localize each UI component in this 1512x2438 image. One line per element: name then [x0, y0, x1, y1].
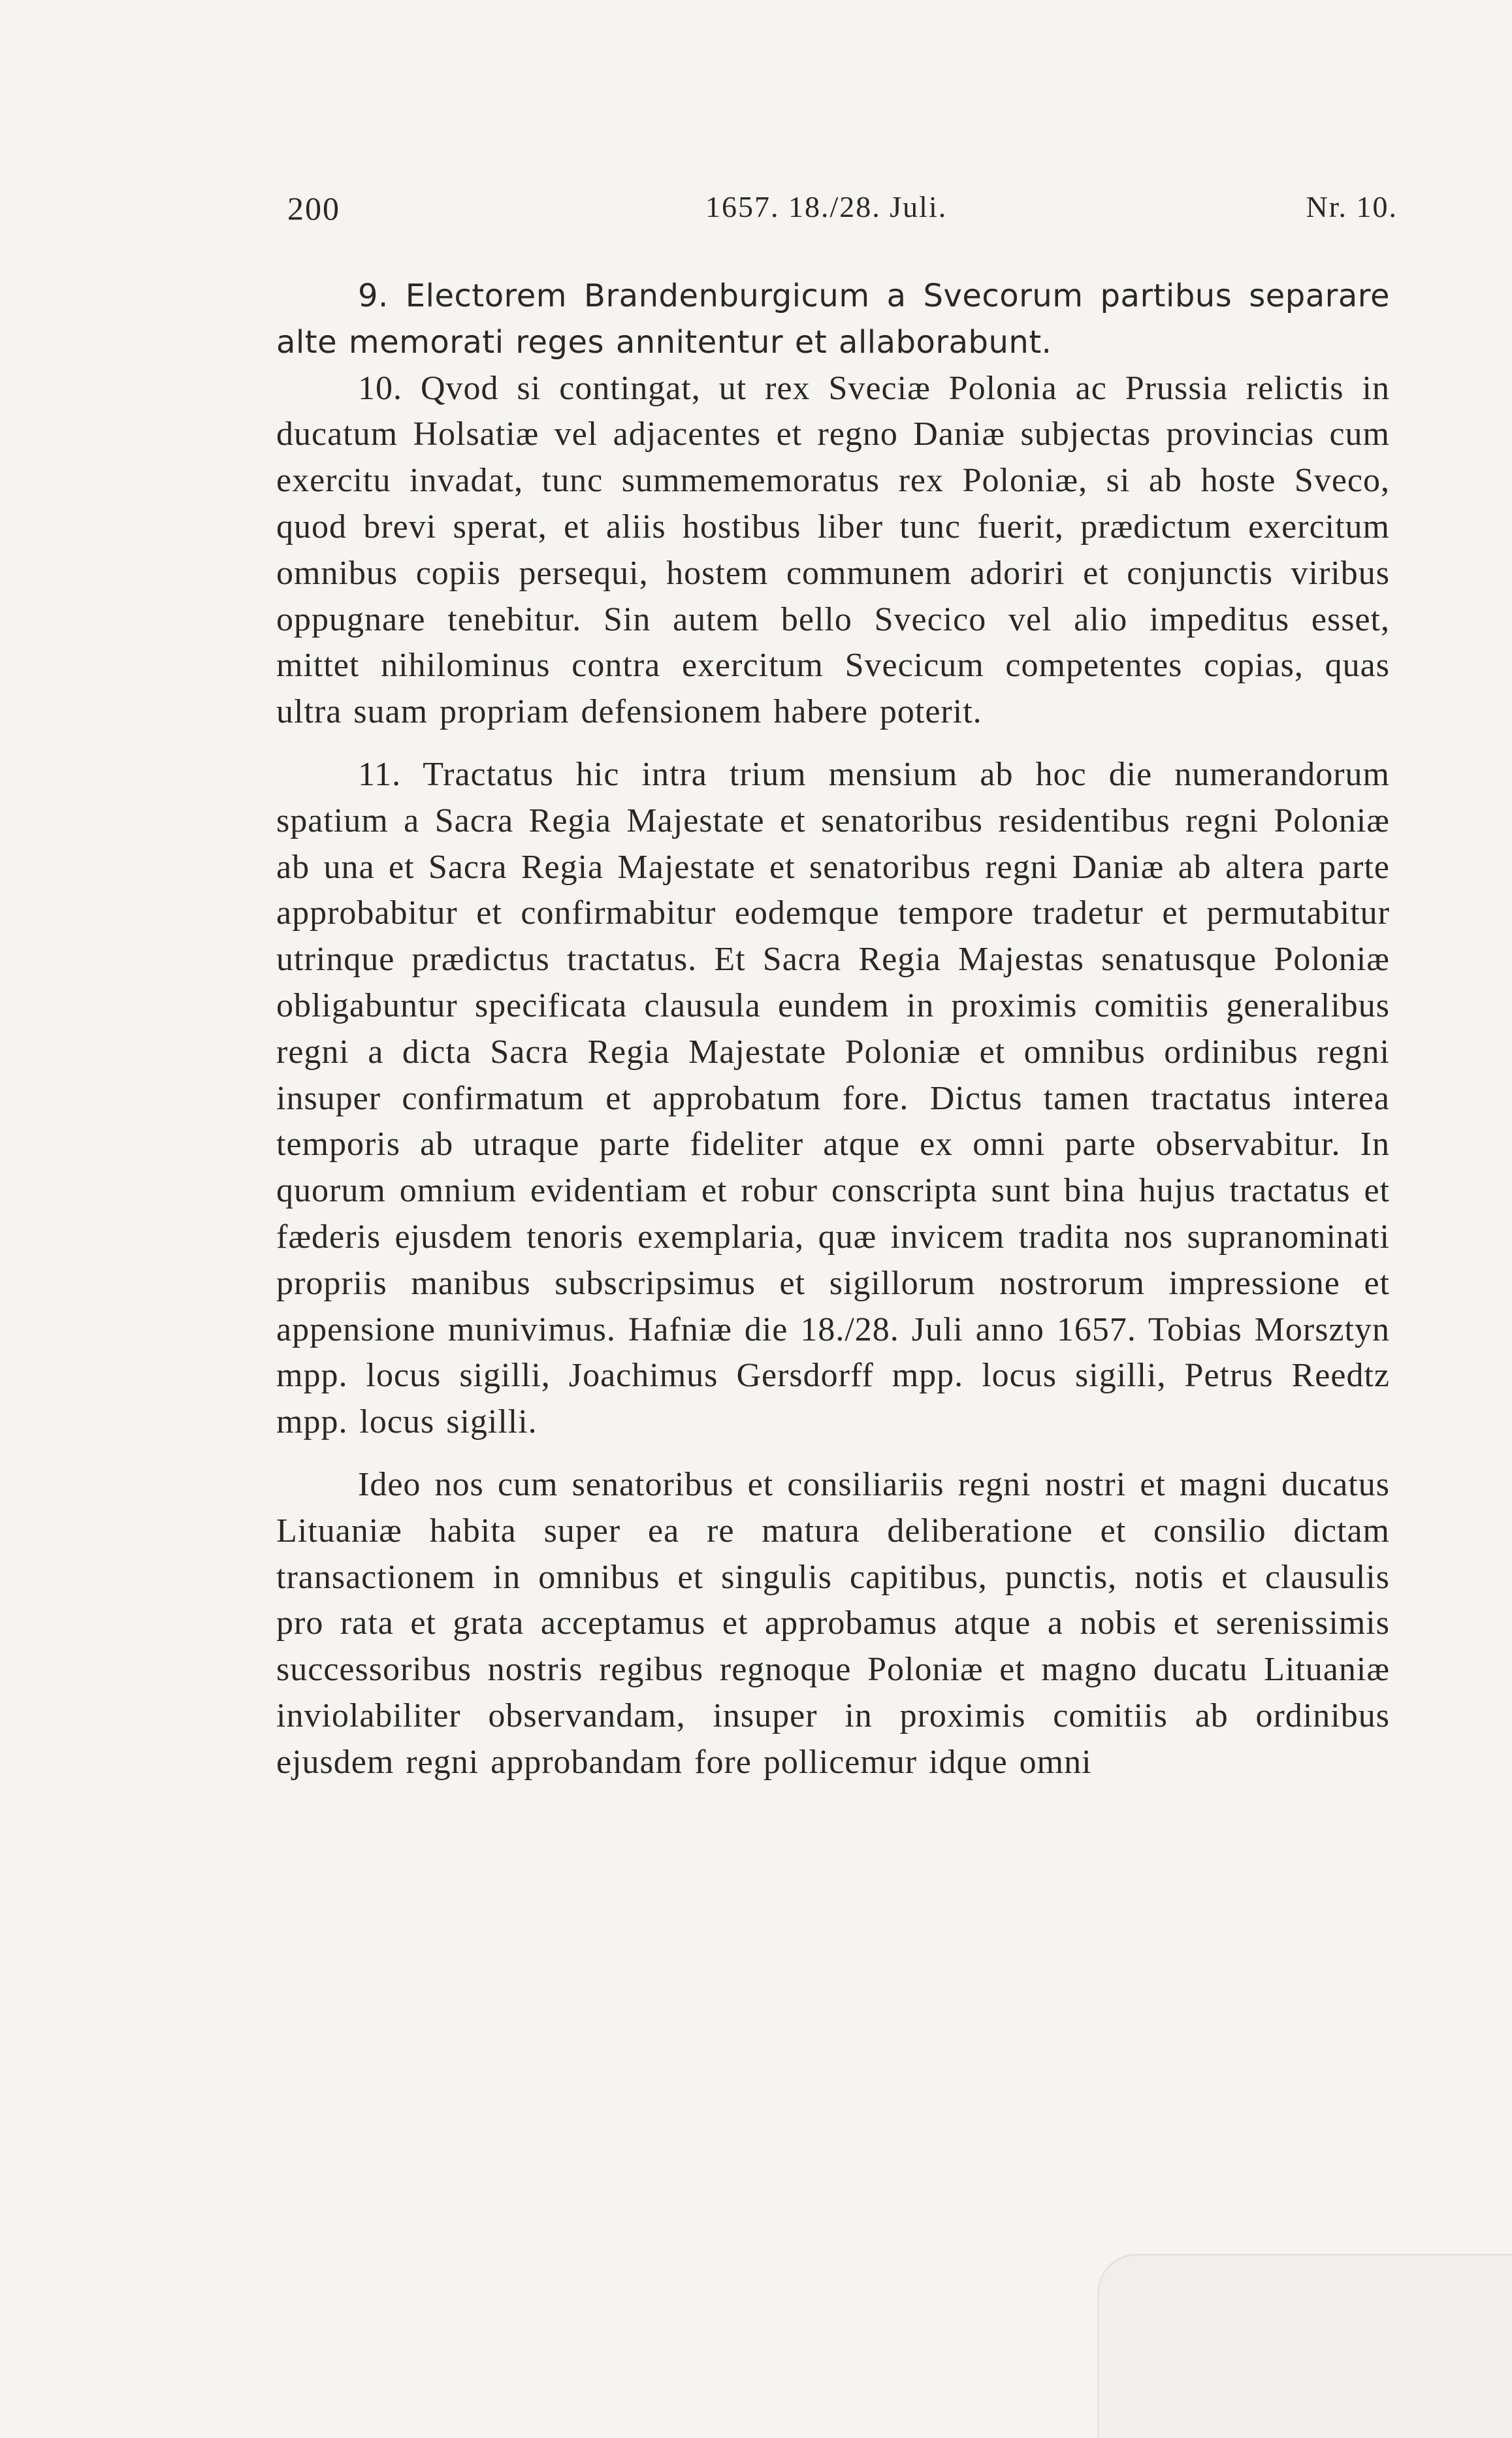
document-number: Nr. 10. — [1306, 190, 1398, 223]
running-head — [287, 189, 1398, 242]
page-number: 200 — [287, 190, 340, 227]
paragraph-ratification: Ideo nos cum senatoribus et consiliariis regni nostri et magni ducatus Lituaniæ habita super ea re matura deliberatione et consilio dictam transactionem in omnibus et singulis capitibus, punctis, notis et clausulis pro rata et grata acceptamus et approbamus atque a nobis et serenissimis successoribus nostris regibus regnoque Poloniæ et magno ducatu Lituaniæ inviolabiliter observandam, insuper in proximis comitiis ab ordinibus ejusdem regni approbandam fore pollicemur idque omni — [276, 1465, 1390, 1781]
paragraph-article-11: 11. Tractatus hic intra trium mensium ab hoc die numerandorum spatium a Sacra Regia Majestate et senatoribus residentibus regni Poloniæ ab una et Sacra Regia Majestate et senatoribus regni Daniæ ab altera parte approbabitur et confirmabitur eodemque tempore tradetur et permutabitur utrinque prædictus tractatus. Et Sacra Regia Majestas senatusque Poloniæ obligabuntur specificata clausula eundem in proximis comitiis generalibus regni a dicta Sacra Regia Majestate Poloniæ et omnibus ordinibus regni insuper confirmatum et approbatum fore. Dictus tamen tractatus interea temporis ab utraque parte fideliter atque ex omni parte observabitur. In quorum omnium evidentiam et robur conscripta sunt bina hujus tractatus et fæderis ejusdem tenoris exemplaria, quæ invicem tradita nos supranominati propriis manibus subscripsimus et sigillorum nostrorum impressione et appensione munivimus. Hafniæ die 18./28. Juli anno 1657. Tobias Morsztyn mpp. locus sigilli, Joachimus Gersdorff mpp. locus sigilli, Petrus Reedtz mpp. locus sigilli. — [276, 755, 1390, 1441]
paragraph-article-9: 9. Electorem Brandenburgicum a Svecorum partibus separare alte memorati reges annitentur et allaborabunt. — [276, 278, 1390, 361]
body-text — [276, 273, 1390, 1786]
paper-fold-mark — [1097, 2254, 1512, 2438]
running-head-date: 1657. 18./28. Juli. — [705, 190, 948, 223]
paragraph-article-10: 10. Qvod si contingat, ut rex Sveciæ Polonia ac Prussia relictis in ducatum Holsatiæ vel adjacentes et regno Daniæ subjectas provincias cum exercitu invadat, tunc summememoratus rex Poloniæ, si ab hoste Sveco, quod brevi sperat, et aliis hostibus liber tunc fuerit, prædictum exercitum omnibus copiis persequi, hostem communem adoriri et conjunctis viribus oppugnare tenebitur. Sin autem bello Svecico vel alio impeditus esset, mittet nihilominus contra exercitum Svecicum competentes copias, quas ultra suam propriam defensionem habere poterit. — [276, 369, 1390, 731]
